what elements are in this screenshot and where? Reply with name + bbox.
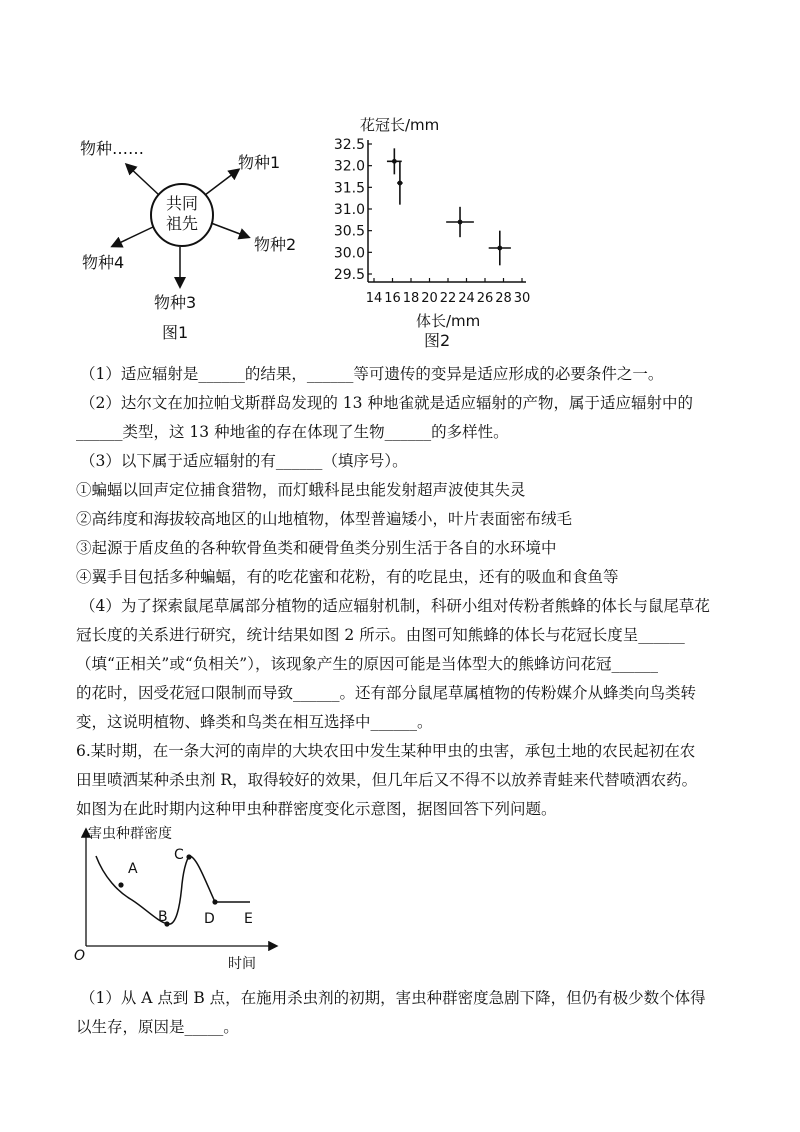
fig2-ytick-label: 30.5 <box>333 223 365 240</box>
fig2-xtick-label: 22 <box>439 291 457 306</box>
option-1: ①蝙蝠以回声定位捕食猎物，而灯蛾科昆虫能发射超声波使其失灵 <box>76 481 526 499</box>
arrow-species-4 <box>113 227 153 246</box>
question-2-line-1: （2）达尔文在加拉帕戈斯群岛发现的 13 种地雀就是适应辐射的产物，属于适应辐射中的 <box>80 394 693 412</box>
fig2-xtick-label: 28 <box>495 291 512 306</box>
fig2-xtick-label: 14 <box>365 291 383 306</box>
pest-xlabel: 时间 <box>228 956 256 972</box>
fig2-ylabel: 花冠长/mm <box>360 116 440 134</box>
problem-6-line-2: 田里喷洒某种杀虫剂 R，取得较好的效果，但几年后又不得不以放养青蛙来代替喷洒农药。 <box>76 771 698 789</box>
figure-1-caption: 图1 <box>162 323 189 342</box>
label-e: E <box>244 911 253 927</box>
option-4: ④翼手目包括多种蝙蝠，有的吃花蜜和花粉，有的吃昆虫，还有的吸血和食鱼等 <box>76 568 619 586</box>
fig2-ytick-label: 30.0 <box>333 245 365 262</box>
question-4-line-3: （填“正相关”或“负相关”），该现象产生的原因可能是当体型大的熊蜂访问花冠______ <box>76 655 658 673</box>
pest-density-curve <box>96 856 250 924</box>
question-6-1-line-1: （1）从 A 点到 B 点，在施用杀虫剂的初期，害虫种群密度急剧下降，但仍有极少数个体得 <box>80 989 706 1007</box>
pest-ylabel: 害虫种群密度 <box>88 826 172 842</box>
fig2-xtick-label: 16 <box>384 291 401 306</box>
fig2-ytick-label: 31.0 <box>333 202 365 218</box>
figure-2-caption: 图2 <box>424 331 451 350</box>
fig2-data-point <box>497 246 502 251</box>
fig2-data-point <box>392 159 397 164</box>
question-4-line-5: 变，这说明植物、蜂类和鸟类在相互选择中______。 <box>76 713 433 731</box>
pest-density-chart <box>70 822 290 972</box>
question-4-line-2: 冠长度的关系进行研究，统计结果如图 2 所示。由图可知熊蜂的体长与花冠长度呈______ <box>76 626 685 644</box>
problem-6-line-1: 6.某时期，在一条大河的南岸的大块农田中发生某种甲虫的虫害，承包土地的农民起初在农 <box>76 742 696 760</box>
question-4-line-1: （4）为了探索鼠尾草属部分植物的适应辐射机制，科研小组对传粉者熊蜂的体长与鼠尾草花 <box>80 597 710 615</box>
fig2-xtick-label: 18 <box>402 291 420 306</box>
label-d: D <box>204 911 215 927</box>
fig2-xtick-label: 24 <box>458 291 475 306</box>
label-species-4: 物种4 <box>82 253 125 272</box>
arrow-species-1 <box>205 170 238 195</box>
label-species-3: 物种3 <box>154 293 197 312</box>
center-text-2: 祖先 <box>165 214 199 233</box>
point-a <box>118 882 123 887</box>
label-c: C <box>174 847 184 863</box>
label-species-1: 物种1 <box>238 153 281 172</box>
fig2-data-point <box>398 181 403 186</box>
arrow-species-2 <box>211 223 248 237</box>
origin-label: O <box>74 948 86 964</box>
figure-2-chart <box>330 110 540 355</box>
question-2-line-2: ______类型，这 13 种地雀的存在体现了生物______的多样性。 <box>76 423 509 441</box>
question-6-1-line-2: 以生存，原因是_____。 <box>76 1018 239 1036</box>
center-text-1: 共同 <box>165 194 199 213</box>
fig2-ytick-label: 31.5 <box>333 180 365 197</box>
fig2-data-point <box>458 220 463 225</box>
fig2-ytick-label: 32.5 <box>333 137 365 153</box>
option-3: ③起源于盾皮鱼的各种软骨鱼类和硬骨鱼类分别生活于各自的水环境中 <box>76 539 557 557</box>
label-b: B <box>158 909 168 925</box>
point-c <box>186 854 191 859</box>
fig2-ytick-label: 29.5 <box>333 267 365 283</box>
figure-1 <box>70 120 330 350</box>
question-3: （3）以下属于适应辐射的有______（填序号）。 <box>80 452 408 470</box>
label-species-2: 物种2 <box>254 235 297 254</box>
label-species-etc: 物种…… <box>80 139 145 158</box>
question-1: （1）适应辐射是______的结果，______等可遗传的变异是适应形成的必要条件之一。 <box>80 365 664 383</box>
point-d <box>212 899 217 904</box>
problem-6-line-3: 如图为在此时期内这种甲虫种群密度变化示意图，据图回答下列问题。 <box>76 800 557 818</box>
fig2-xtick-label: 20 <box>421 291 438 306</box>
arrow-species-etc <box>127 165 159 195</box>
fig2-xlabel: 体长/mm <box>416 312 481 330</box>
fig2-xtick-label: 26 <box>476 291 494 306</box>
fig2-ytick-label: 32.0 <box>333 158 365 175</box>
label-a: A <box>128 861 138 877</box>
fig2-xtick-label: 30 <box>513 291 531 306</box>
question-4-line-4: 的花时，因受花冠口限制而导致______。还有部分鼠尾草属植物的传粉媒介从蜂类向鸟类转 <box>76 684 697 702</box>
option-2: ②高纬度和海拔较高地区的山地植物，体型普遍矮小，叶片表面密布绒毛 <box>76 510 573 528</box>
